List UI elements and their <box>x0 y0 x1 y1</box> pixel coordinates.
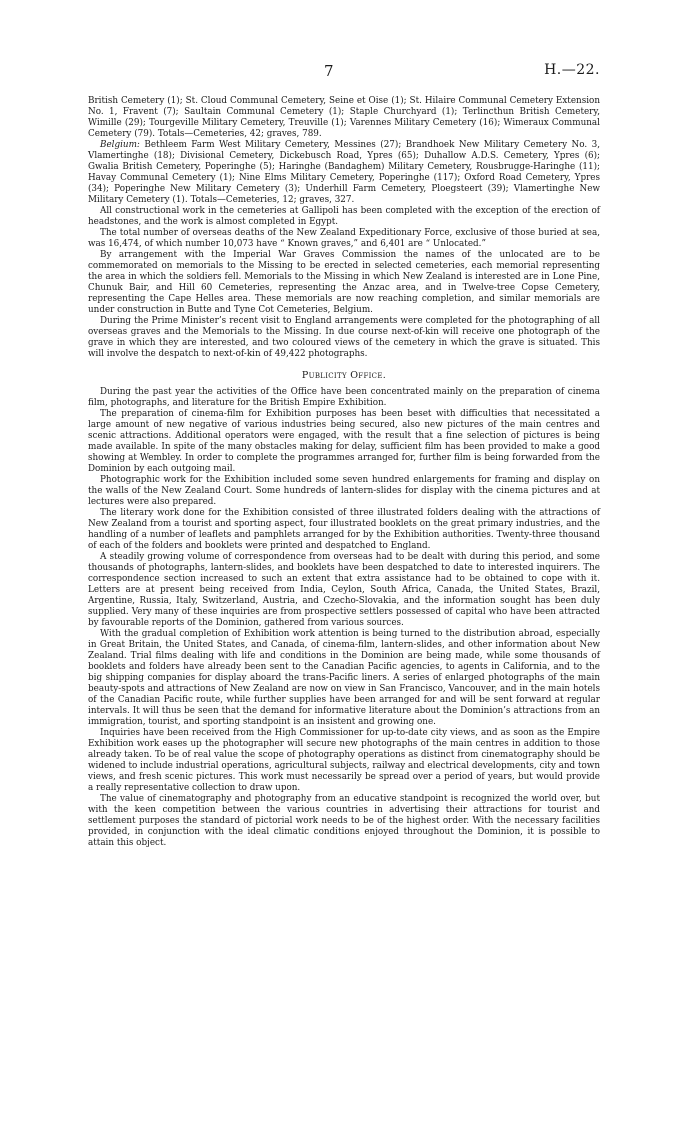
paragraph-memorials: By arrangement with the Imperial War Graves Commission the names of the unlocated are to be commemorated on memorials to the Missing to be erected in selected cemeteries, each memorial representing the area in which the soldiers fell. Memorials to the Missing in which New Zealand is interested are in Lone Pine, Chunuk Bair, and Hill 60 Cemeteries, representing the Anzac area, and in Twelve-tree Copse Cemetery, representing the Cape Helles area. These memorials are now reaching completion, and similar memorials are under construction in Butte and Tyne Cot Cemeteries, Belgium. <box>88 250 600 315</box>
paragraph-photographic-work: Photographic work for the Exhibition included some seven hundred enlargements for framing and display on the walls of the New Zealand Court. Some hundreds of lantern-slides for display with the cinema pictures and at lectures were also prepared. <box>88 475 600 507</box>
belgium-lead: Belgium: <box>100 140 140 150</box>
paragraph-correspondence: A steadily growing volume of correspondence from overseas had to be dealt with during this period, and some thousands of photographs, lantern-slides, and booklets have been despatched to date to interested inquirers. The correspondence section increased to such an extent that extra assistance had to be obtained to cope with it. Letters are at present being received from India, Ceylon, South Africa, Canada, the United States, Brazil, Argentine, Russia, Italy, Switzerland, Austria, and Czecho-Slovakia, and the information sought has been duly supplied. Very many of these inquiries are from prospective settlers possessed of capital who have been attracted by favourable reports of the Dominion, gathered from various sources. <box>88 552 600 628</box>
belgium-text: Bethleem Farm West Military Cemetery, Messines (27); Brandhoek New Military Cemetery No. 3, Vlamertinghe (18); Divisional Cemetery, Dickebusch Road, Ypres (65); Duhallow A.D.S. Cemetery, Ypres (6); Gwalia British Cemetery, Poperinghe (5); Haringhe (Bandaghem) Military Cemetery, Rousbrugge-Haringhe (11); Havay Communal Cemetery (1); Nine Elms Military Cemetery, Poperinghe (117); Oxford Road Cemetery, Ypres (34); Poperinghe New Military Cemetery (3); Underhill Farm Cemetery, Ploegsteert (39); Vlamertinghe New Military Cemetery (1). Totals—Cemeteries, 12; graves, 327. <box>88 140 600 205</box>
paragraph-photographs: During the Prime Minister’s recent visit to England arrangements were completed for the photographing of all overseas graves and the Memorials to the Missing. In due course next-of-kin will receive one photograph of the grave in which they are interested, and two coloured views of the cemetery in which the grave is situated. This will involve the despatch to next-of-kin of 49,422 photographs. <box>88 316 600 359</box>
paragraph-inquiries: Inquiries have been received from the High Commissioner for up-to-date city views, and as soon as the Empire Exhibition work eases up the photographer will secure new photographs of the main centres in addition to those already taken. To be of real value the scope of photography operations as distinct from cinematography should be widened to include industrial operations, agricultural subjects, railway and electrical developments, city and town views, and fresh scenic pictures. This work must necessarily be spread over a period of years, but would provide a really representative collection to draw upon. <box>88 728 600 793</box>
paragraph-publicity-activities: During the past year the activities of the Office have been concentrated mainly on the preparation of cinema film, photographs, and literature for the British Empire Exhibition. <box>88 387 600 408</box>
page-number: 7 <box>324 62 334 80</box>
paragraph-cinema-film: The preparation of cinema-film for Exhibition purposes has been beset with difficulties that necessitated a large amount of new negative of various industries being secured, also new pictures of the main centres and scenic attractions. Additional operators were engaged, with the result that a fine selection of pictures is being made available. In spite of the many obstacles making for delay, sufficient film has been provided to make a good showing at Wembley. In order to complete the programmes arranged for, further film is being forwarded from the Dominion by each outgoing mail. <box>88 409 600 474</box>
document-reference: H.—22. <box>544 62 600 78</box>
page-header <box>88 60 600 84</box>
paragraph-gallipoli: All constructional work in the cemeteries at Gallipoli has been completed with the exception of the erection of headstones, and the work is almost completed in Egypt. <box>88 206 600 227</box>
paragraph-distribution: With the gradual completion of Exhibition work attention is being turned to the distribution abroad, especially in Great Britain, the United States, and Canada, of cinema-film, lantern-slides, and other information about New Zealand. Trial films dealing with life and conditions in the Dominion are being made, while some thousands of booklets and folders have already been sent to the Canadian Pacific agencies, to agents in California, and to the big shipping companies for display aboard the trans-Pacific liners. A series of enlarged photographs of the main beauty-spots and attractions of New Zealand are now on view in San Francisco, Vancouver, and in the main hotels of the Canadian Pacific route, while further supplies have been arranged for and will be sent forward at regular intervals. It will thus be seen that the demand for informative literature about the Dominion’s attractions from an immigration, tourist, and sporting standpoint is an insistent and growing one. <box>88 629 600 727</box>
document-body <box>88 96 600 849</box>
paragraph-overseas-deaths: The total number of overseas deaths of the New Zealand Expeditionary Force, exclusive of those buried at sea, was 16,474, of which number 10,073 have “ Known graves,” and 6,401 are “ Unlocated.” <box>88 228 600 249</box>
paragraph-cemetery-list-continued: British Cemetery (1); St. Cloud Communal Cemetery, Seine et Oise (1); St. Hilaire Communal Cemetery Extension No. 1, Fravent (7); Saultain Communal Cemetery (1); Staple Churchyard (1); Terlincthun British Cemetery, Wimille (29); Tourgeville Military Cemetery, Treuville (1); Varennes Military Cemetery (16); Wimeraux Communal Cemetery (79). Totals—Cemeteries, 42; graves, 789. <box>88 96 600 139</box>
document-page <box>88 60 600 849</box>
paragraph-value-cinematography: The value of cinematography and photography from an educative standpoint is recognized the world over, but with the keen competition between the various countries in advertising their attractions for tourist and settlement purposes the standard of pictorial work needs to be of the highest order. With the necessary facilities provided, in conjunction with the ideal climatic conditions enjoyed throughout the Dominion, it is possible to attain this object. <box>88 794 600 848</box>
paragraph-belgium <box>88 140 600 206</box>
section-heading-publicity-office: Publicity Office. <box>301 370 387 381</box>
paragraph-literary-work: The literary work done for the Exhibition consisted of three illustrated folders dealing with the attractions of New Zealand from a tourist and sporting aspect, four illustrated booklets on the great primary industries, and the handling of a number of leaflets and pamphlets arranged for by the Exhibition authorities. Twenty-three thousand of each of the folders and booklets were printed and despatched to England. <box>88 508 600 551</box>
